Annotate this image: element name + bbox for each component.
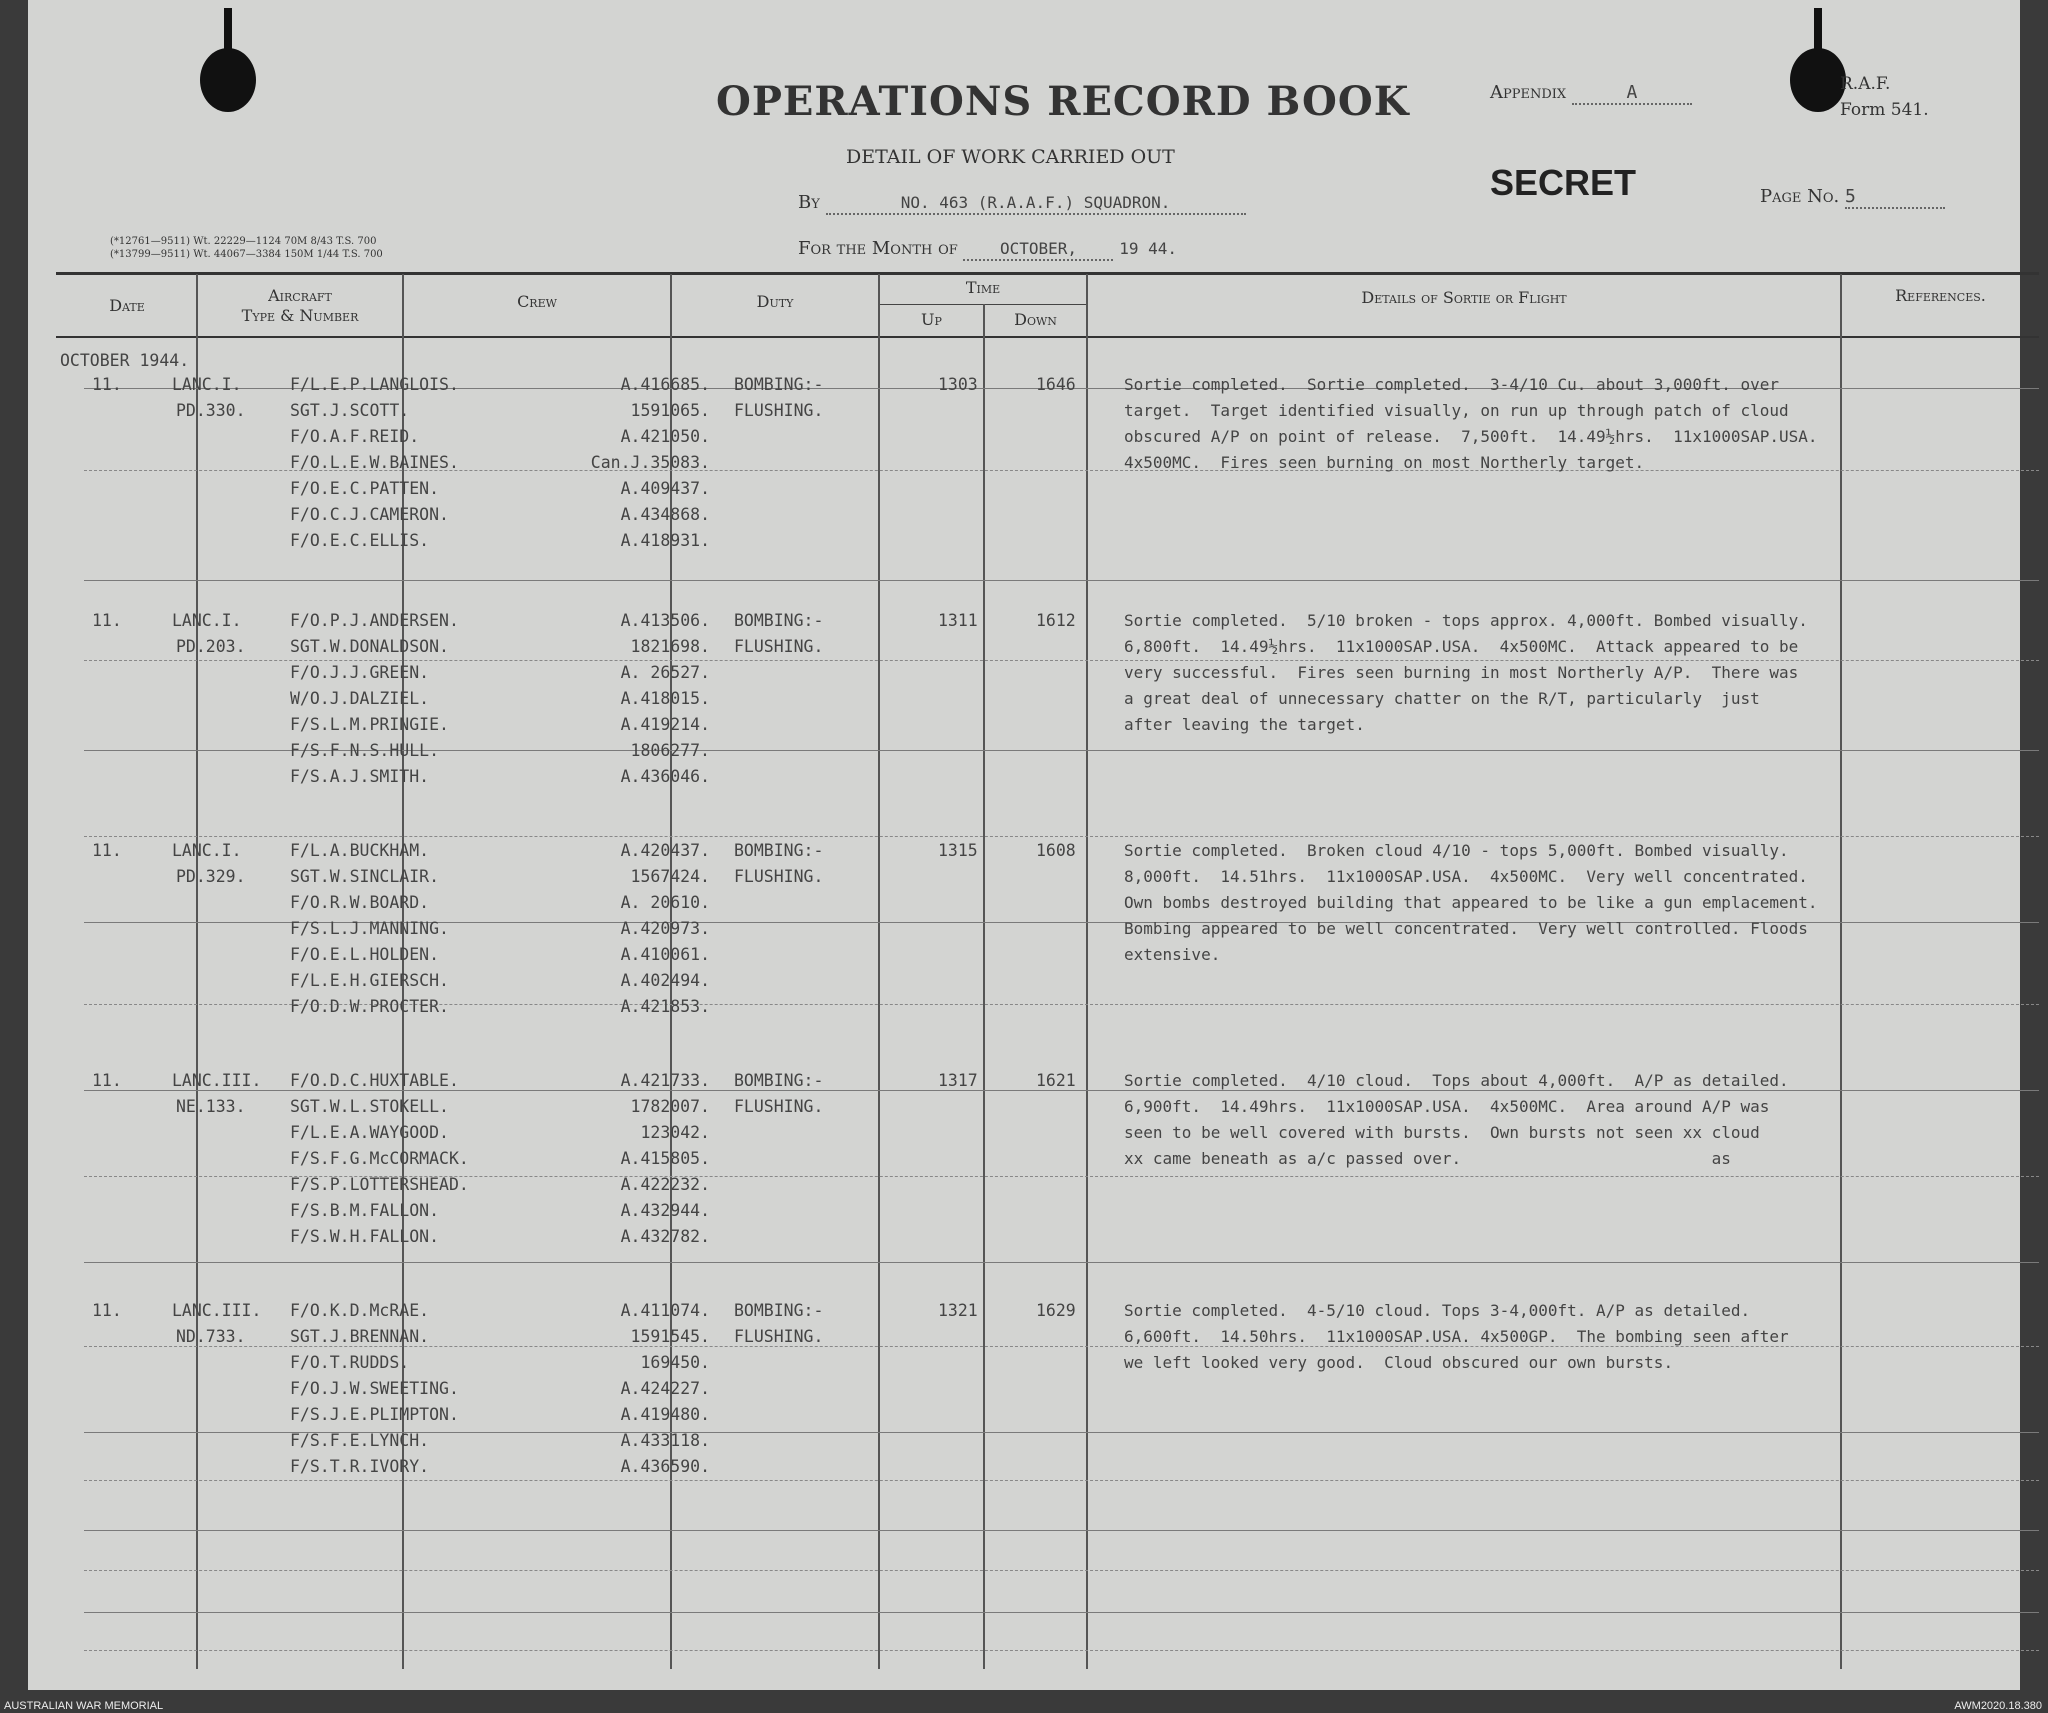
- service-number: A.402494.: [620, 971, 710, 990]
- crew-name: F/S.T.R.IVORY.: [290, 1457, 430, 1476]
- duty-line: FLUSHING.: [734, 401, 824, 420]
- crew-member: [290, 1298, 710, 1324]
- service-number: A.421050.: [620, 427, 710, 446]
- service-number: A.422232.: [620, 1175, 710, 1194]
- col-divider-up: [983, 304, 985, 1669]
- detail-line: 6,900ft. 14.49hrs. 11x1000SAP.USA. 4x500MC. Area around A/P was: [1124, 1097, 1770, 1116]
- aircraft-number: PD.330.: [176, 401, 246, 420]
- time-up: 1315: [938, 841, 978, 860]
- aircraft-type: LANC.III.: [172, 1071, 262, 1090]
- crew-name: SGT.W.SINCLAIR.: [290, 867, 440, 886]
- crew-member: [290, 838, 710, 864]
- crew-member: [290, 1324, 710, 1350]
- aircraft-number: PD.203.: [176, 637, 246, 656]
- detail-line: 6,600ft. 14.50hrs. 11x1000SAP.USA. 4x500GP. The bombing seen after: [1124, 1327, 1789, 1346]
- service-number: A.436590.: [620, 1457, 710, 1476]
- print-code-1: (*12761—9511) Wt. 22229—1124 70M 8/43 T.S. 700: [110, 236, 377, 247]
- page-number: 5: [1845, 187, 1945, 209]
- rule-line: [84, 1530, 2039, 1531]
- crew-member: [290, 502, 710, 528]
- by-row: [798, 192, 1246, 215]
- sortie-date: 11.: [92, 1301, 122, 1320]
- rule-line-dashed: [84, 1570, 2039, 1571]
- col-divider-date: [196, 274, 198, 1669]
- squadron-value: NO. 463 (R.A.A.F.) SQUADRON.: [826, 193, 1246, 215]
- service-number: A.436046.: [620, 767, 710, 786]
- duty-line: BOMBING:-: [734, 1301, 824, 1320]
- service-number: A.415805.: [620, 1149, 710, 1168]
- time-down: 1629: [1036, 1301, 1076, 1320]
- crew-name: SGT.J.BRENNAN.: [290, 1327, 430, 1346]
- detail-line: Sortie completed. Broken cloud 4/10 - tops 5,000ft. Bombed visually.: [1124, 841, 1789, 860]
- detail-line: Sortie completed. 4/10 cloud. Tops about 4,000ft. A/P as detailed.: [1124, 1071, 1789, 1090]
- crew-name: SGT.W.DONALDSON.: [290, 637, 449, 656]
- duty-line: FLUSHING.: [734, 1327, 824, 1346]
- crew-name: F/S.F.G.McCORMACK.: [290, 1149, 469, 1168]
- duty-line: BOMBING:-: [734, 375, 824, 394]
- month-row: [798, 238, 1177, 261]
- crew-name: F/S.F.N.S.HULL.: [290, 741, 440, 760]
- page-number-row: [1760, 186, 1945, 209]
- crew-name: F/O.A.F.REID.: [290, 427, 420, 446]
- detail-line: target. Target identified visually, on run up through patch of cloud: [1124, 401, 1789, 420]
- service-number: A.421733.: [620, 1071, 710, 1090]
- page-label: Page No.: [1760, 186, 1840, 207]
- service-number: Can.J.35083.: [590, 453, 710, 472]
- col-header-down: Down: [1014, 310, 1057, 329]
- crew-member: [290, 634, 710, 660]
- service-number: A.411074.: [620, 1301, 710, 1320]
- crew-name: F/S.W.H.FALLON.: [290, 1227, 440, 1246]
- crew-name: F/S.F.E.LYNCH.: [290, 1431, 430, 1450]
- service-number: A.413506.: [620, 611, 710, 630]
- col-header-duty: Duty: [756, 292, 794, 311]
- detail-line: 8,000ft. 14.51hrs. 11x1000SAP.USA. 4x500MC. Very well concentrated.: [1124, 867, 1808, 886]
- detail-line: Own bombs destroyed building that appeared to be like a gun emplacement.: [1124, 893, 1818, 912]
- month-value: OCTOBER,: [963, 239, 1113, 261]
- crew-member: [290, 764, 710, 790]
- service-number: 169450.: [640, 1353, 710, 1372]
- duty-line: BOMBING:-: [734, 611, 824, 630]
- crew-member: [290, 968, 710, 994]
- crew-name: F/O.C.J.CAMERON.: [290, 505, 449, 524]
- crew-name: F/O.D.W.PROCTER.: [290, 997, 449, 1016]
- aircraft-type: LANC.III.: [172, 1301, 262, 1320]
- aircraft-number: ND.733.: [176, 1327, 246, 1346]
- time-down: 1621: [1036, 1071, 1076, 1090]
- crew-member: [290, 608, 710, 634]
- crew-name: F/O.J.W.SWEETING.: [290, 1379, 459, 1398]
- detail-line: seen to be well covered with bursts. Own bursts not seen xx cloud: [1124, 1123, 1760, 1142]
- col-header-date: Date: [109, 296, 145, 315]
- service-number: A.434868.: [620, 505, 710, 524]
- appendix-row: [1490, 82, 1692, 105]
- crew-member: [290, 1068, 710, 1094]
- duty-line: FLUSHING.: [734, 637, 824, 656]
- crew-member: [290, 1094, 710, 1120]
- service-number: A. 26527.: [620, 663, 710, 682]
- crew-member: [290, 890, 710, 916]
- col-divider-time: [1086, 274, 1088, 1669]
- sortie-date: 11.: [92, 611, 122, 630]
- crew-name: SGT.W.L.STOKELL.: [290, 1097, 449, 1116]
- crew-member: [290, 1402, 710, 1428]
- service-number: A.421853.: [620, 997, 710, 1016]
- crew-member: [290, 476, 710, 502]
- crew-name: F/O.D.C.HUXTABLE.: [290, 1071, 459, 1090]
- crew-member: [290, 398, 710, 424]
- service-number: 123042.: [640, 1123, 710, 1142]
- crew-name: F/S.B.M.FALLON.: [290, 1201, 440, 1220]
- detail-line: obscured A/P on point of release. 7,500ft. 14.49½hrs. 11x1000SAP.USA.: [1124, 427, 1818, 446]
- service-number: A.419480.: [620, 1405, 710, 1424]
- month-heading: OCTOBER 1944.: [60, 351, 190, 370]
- detail-line: Bombing appeared to be well concentrated. Very well controlled. Floods: [1124, 919, 1808, 938]
- crew-member: [290, 1120, 710, 1146]
- crew-member: [290, 994, 710, 1020]
- time-up: 1317: [938, 1071, 978, 1090]
- crew-member: [290, 1376, 710, 1402]
- service-number: A.432944.: [620, 1201, 710, 1220]
- print-code-2: (*13799—9511) Wt. 44067—3384 150M 1/44 T.S. 700: [110, 249, 383, 260]
- sortie-date: 11.: [92, 1071, 122, 1090]
- crew-name: F/S.P.LOTTERSHEAD.: [290, 1175, 469, 1194]
- rule-line-dashed: [84, 1650, 2039, 1651]
- crew-name: F/O.R.W.BOARD.: [290, 893, 430, 912]
- detail-line: very successful. Fires seen burning in most Northerly A/P. There was: [1124, 663, 1799, 682]
- service-number: A.424227.: [620, 1379, 710, 1398]
- col-header-crew: Crew: [517, 292, 557, 311]
- crew-name: F/S.L.M.PRINGIE.: [290, 715, 449, 734]
- rule-line: [84, 580, 2039, 581]
- crew-name: F/O.T.RUDDS.: [290, 1353, 410, 1372]
- crew-name: F/S.J.E.PLIMPTON.: [290, 1405, 459, 1424]
- crew-name: F/O.L.E.W.BAINES.: [290, 453, 459, 472]
- duty-line: BOMBING:-: [734, 1071, 824, 1090]
- aircraft-type: LANC.I.: [172, 611, 242, 630]
- crew-member: [290, 864, 710, 890]
- service-number: A.420973.: [620, 919, 710, 938]
- service-number: A. 20610.: [620, 893, 710, 912]
- crew-member: [290, 686, 710, 712]
- crew-name: F/O.E.L.HOLDEN.: [290, 945, 440, 964]
- detail-line: 4x500MC. Fires seen burning on most Northerly target.: [1124, 453, 1645, 472]
- crew-name: W/O.J.DALZIEL.: [290, 689, 430, 708]
- time-up: 1321: [938, 1301, 978, 1320]
- year-value: 19 44.: [1119, 239, 1178, 258]
- crew-member: [290, 1146, 710, 1172]
- crew-name: F/O.K.D.McRAE.: [290, 1301, 430, 1320]
- crew-name: F/O.E.C.ELLIS.: [290, 531, 430, 550]
- aircraft-number: PD.329.: [176, 867, 246, 886]
- record-sheet: [28, 0, 2020, 1690]
- service-number: 1591065.: [630, 401, 710, 420]
- form-number: Form 541.: [1840, 100, 1929, 120]
- crew-name: F/O.E.C.PATTEN.: [290, 479, 440, 498]
- detail-line: 6,800ft. 14.49½hrs. 11x1000SAP.USA. 4x500MC. Attack appeared to be: [1124, 637, 1799, 656]
- service-number: A.418931.: [620, 531, 710, 550]
- service-number: 1591545.: [630, 1327, 710, 1346]
- rule-line: [84, 1262, 2039, 1263]
- binder-hole-right: [1790, 48, 1846, 112]
- col-divider-details: [1840, 274, 1842, 1669]
- service-number: 1821698.: [630, 637, 710, 656]
- by-label: By: [798, 192, 820, 213]
- crew-member: [290, 528, 710, 554]
- rule-line: [84, 1612, 2039, 1613]
- crew-member: [290, 1454, 710, 1480]
- page-title: OPERATIONS RECORD BOOK: [716, 78, 1410, 125]
- appendix-label: Appendix: [1490, 82, 1567, 103]
- crew-name: F/S.A.J.SMITH.: [290, 767, 430, 786]
- crew-name: F/L.E.A.WAYGOOD.: [290, 1123, 449, 1142]
- crew-name: F/S.L.J.MANNING.: [290, 919, 449, 938]
- crew-name: SGT.J.SCOTT.: [290, 401, 410, 420]
- time-up: 1311: [938, 611, 978, 630]
- service-number: 1567424.: [630, 867, 710, 886]
- col-header-up: Up: [921, 310, 942, 329]
- detail-line: xx came beneath as a/c passed over. as: [1124, 1149, 1731, 1168]
- service-number: A.409437.: [620, 479, 710, 498]
- service-number: A.410061.: [620, 945, 710, 964]
- crew-member: [290, 1350, 710, 1376]
- subtitle: DETAIL OF WORK CARRIED OUT: [846, 146, 1175, 168]
- crew-member: [290, 660, 710, 686]
- service-number: A.432782.: [620, 1227, 710, 1246]
- header-bottom-rule: [56, 336, 2039, 338]
- crew-member: [290, 1428, 710, 1454]
- crew-name: F/O.P.J.ANDERSEN.: [290, 611, 459, 630]
- raf-label: R.A.F.: [1840, 74, 1891, 94]
- crew-name: F/O.J.J.GREEN.: [290, 663, 430, 682]
- aircraft-type: LANC.I.: [172, 841, 242, 860]
- service-number: A.419214.: [620, 715, 710, 734]
- detail-line: Sortie completed. 4-5/10 cloud. Tops 3-4,000ft. A/P as detailed.: [1124, 1301, 1751, 1320]
- binder-hole-left: [200, 48, 256, 112]
- detail-line: we left looked very good. Cloud obscured our own bursts.: [1124, 1353, 1674, 1372]
- rule-line-dashed: [84, 1480, 2039, 1481]
- crew-member: [290, 738, 710, 764]
- col-header-references: References.: [1895, 286, 1986, 305]
- service-number: 1806277.: [630, 741, 710, 760]
- service-number: 1782007.: [630, 1097, 710, 1116]
- sortie-date: 11.: [92, 375, 122, 394]
- table-top-rule: [56, 272, 2039, 275]
- time-down: 1612: [1036, 611, 1076, 630]
- duty-line: FLUSHING.: [734, 1097, 824, 1116]
- col-header-type-number: Type & Number: [241, 306, 359, 325]
- crew-member: [290, 916, 710, 942]
- secret-stamp: SECRET: [1490, 162, 1637, 203]
- crew-member: [290, 1198, 710, 1224]
- col-header-details: Details of Sortie or Flight: [1361, 288, 1567, 307]
- rule-line-dashed: [84, 836, 2039, 837]
- time-down: 1608: [1036, 841, 1076, 860]
- time-up: 1303: [938, 375, 978, 394]
- crew-name: F/L.E.P.LANGLOIS.: [290, 375, 459, 394]
- detail-line: after leaving the target.: [1124, 715, 1365, 734]
- sortie-date: 11.: [92, 841, 122, 860]
- detail-line: Sortie completed. Sortie completed. 3-4/10 Cu. about 3,000ft. over: [1124, 375, 1780, 394]
- time-divider: [878, 304, 1086, 305]
- detail-line: extensive.: [1124, 945, 1221, 964]
- service-number: A.420437.: [620, 841, 710, 860]
- detail-line: a great deal of unnecessary chatter on the R/T, particularly just: [1124, 689, 1760, 708]
- crew-name: F/L.A.BUCKHAM.: [290, 841, 430, 860]
- aircraft-type: LANC.I.: [172, 375, 242, 394]
- duty-line: BOMBING:-: [734, 841, 824, 860]
- time-down: 1646: [1036, 375, 1076, 394]
- duty-line: FLUSHING.: [734, 867, 824, 886]
- col-header-aircraft: Aircraft: [268, 286, 332, 305]
- service-number: A.418015.: [620, 689, 710, 708]
- crew-member: [290, 1172, 710, 1198]
- crew-member: [290, 1224, 710, 1250]
- appendix-value: A: [1572, 83, 1692, 105]
- crew-member: [290, 372, 710, 398]
- footer-credit: AUSTRALIAN WAR MEMORIAL: [4, 1700, 164, 1712]
- aircraft-number: NE.133.: [176, 1097, 246, 1116]
- crew-member: [290, 712, 710, 738]
- crew-member: [290, 942, 710, 968]
- footer-reference: AWM2020.18.380: [1954, 1700, 2042, 1712]
- detail-line: Sortie completed. 5/10 broken - tops approx. 4,000ft. Bombed visually.: [1124, 611, 1808, 630]
- col-divider-duty: [878, 274, 880, 1669]
- crew-name: F/L.E.H.GIERSCH.: [290, 971, 449, 990]
- service-number: A.433118.: [620, 1431, 710, 1450]
- service-number: A.416685.: [620, 375, 710, 394]
- col-header-time: Time: [965, 278, 1001, 297]
- month-label: For the Month of: [798, 238, 958, 259]
- crew-member: [290, 450, 710, 476]
- crew-member: [290, 424, 710, 450]
